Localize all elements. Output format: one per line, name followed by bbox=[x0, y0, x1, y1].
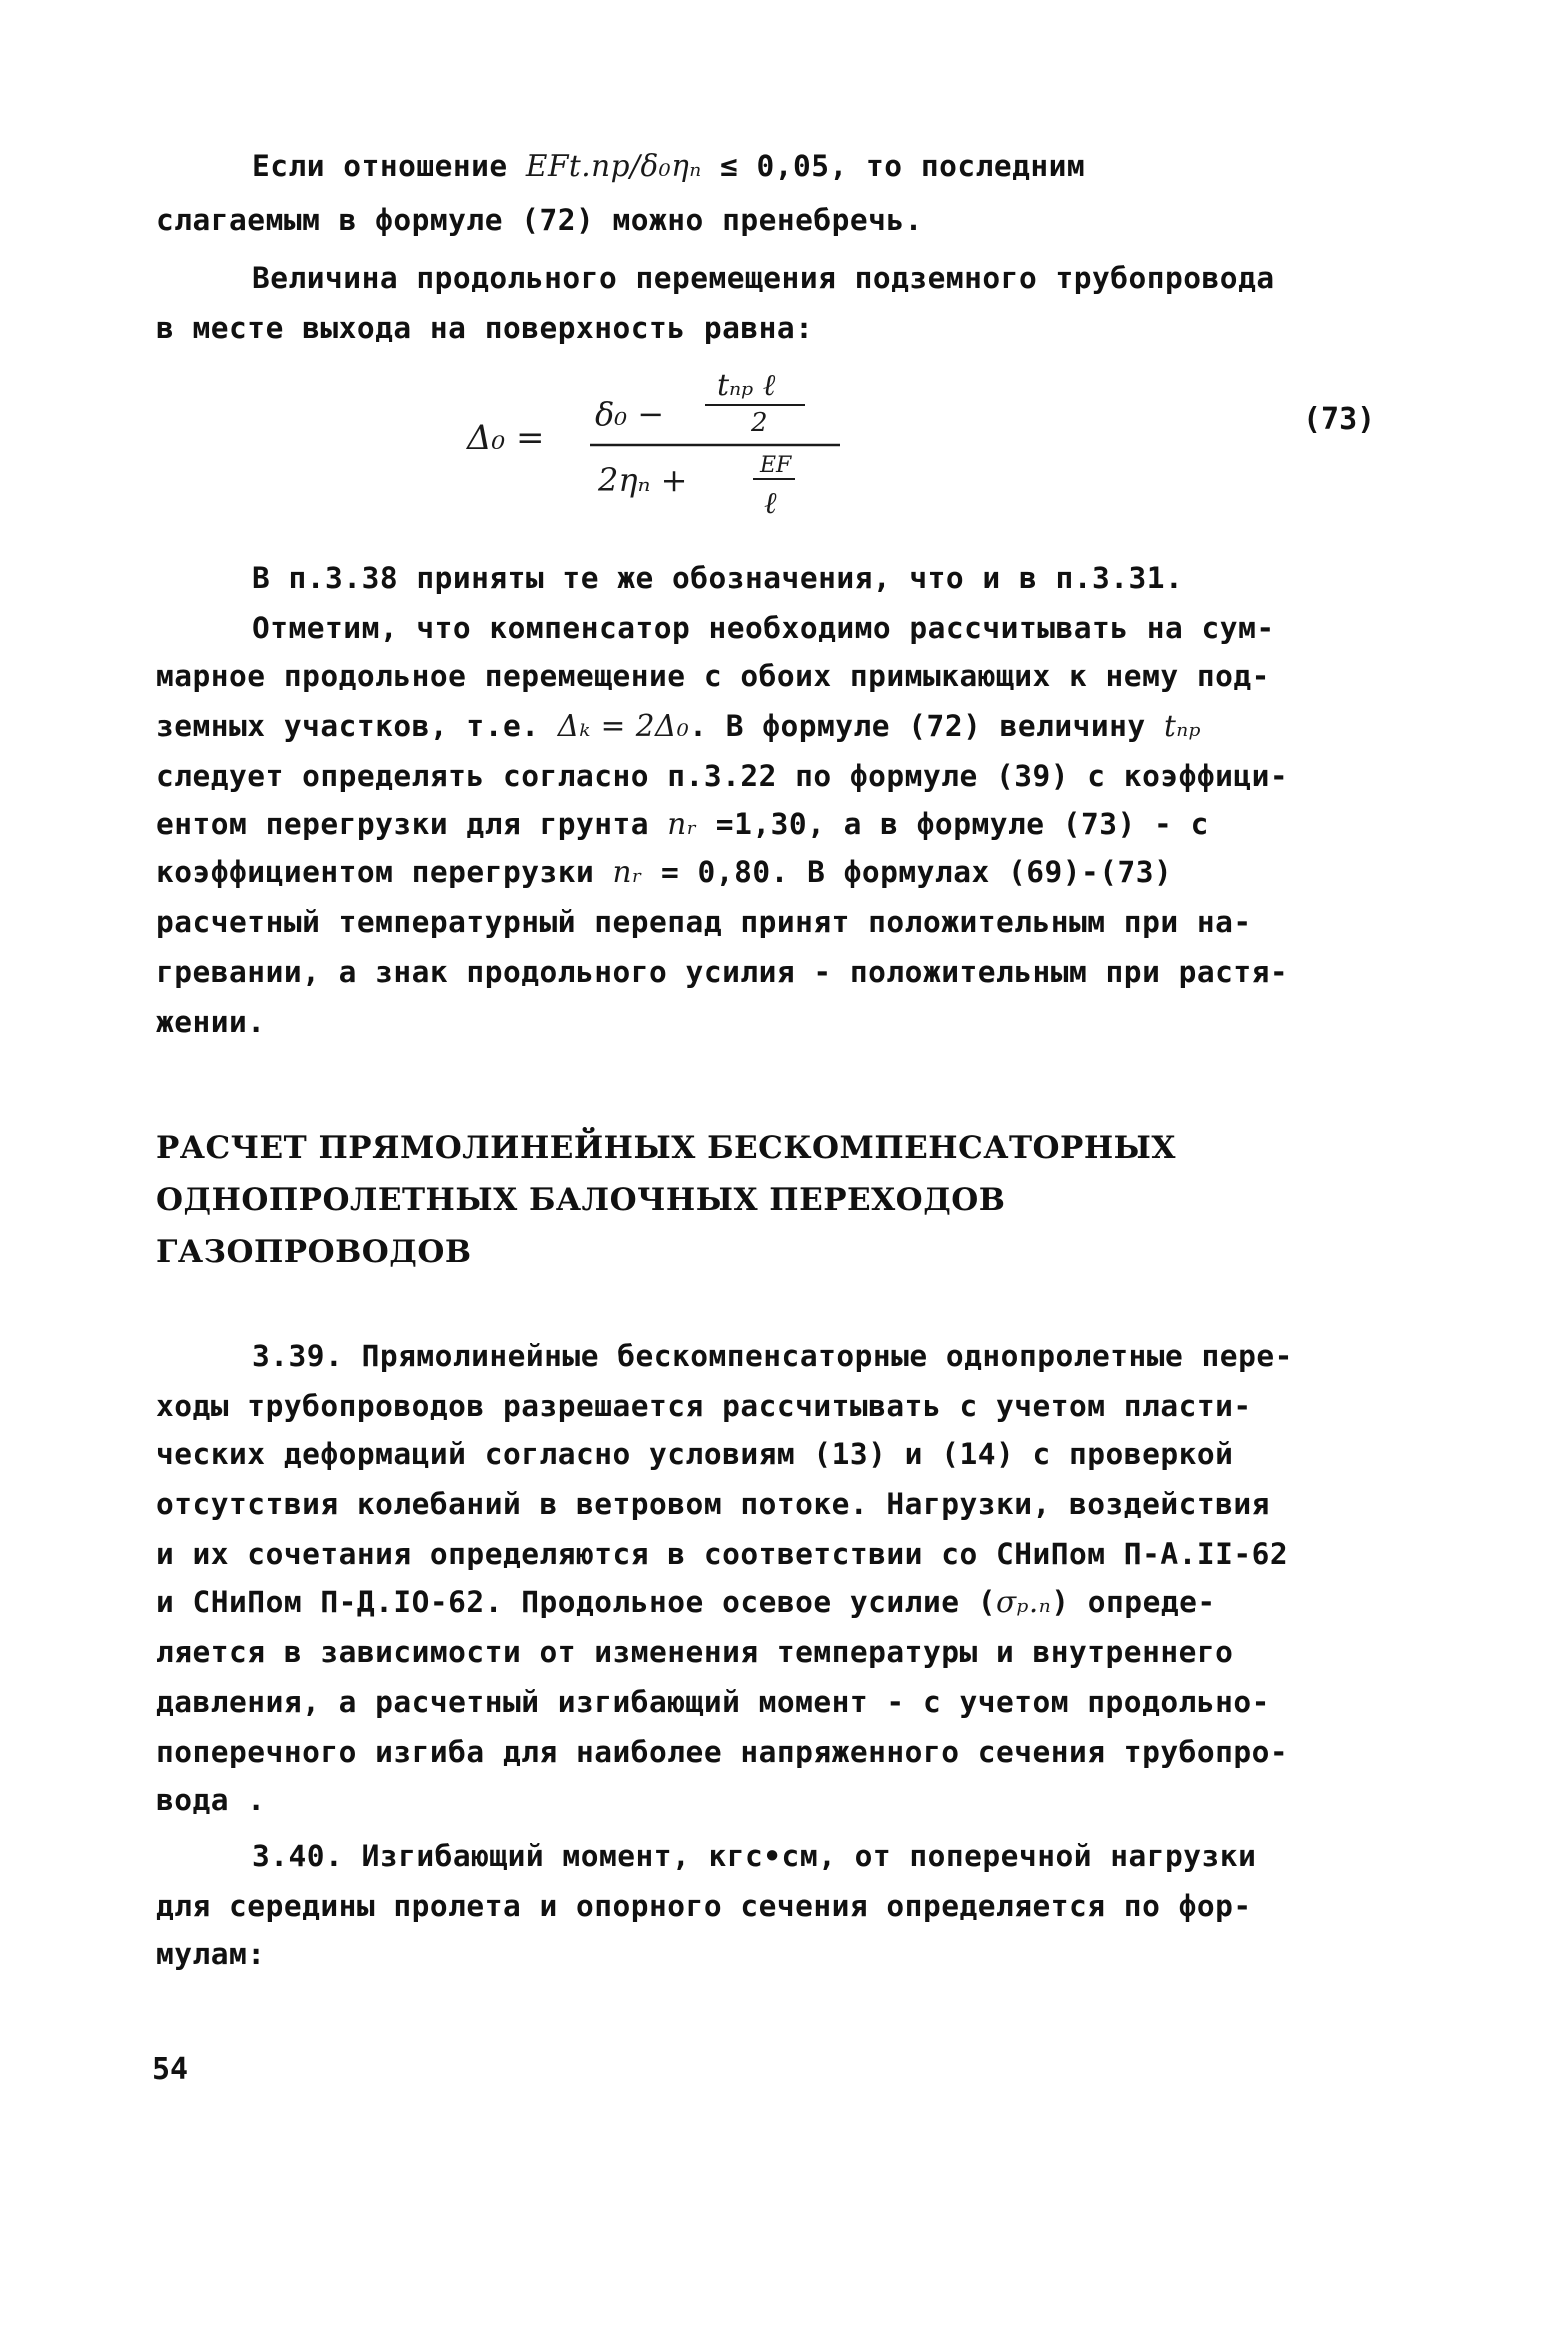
text-line: в месте выхода на поверхность равна: bbox=[156, 311, 814, 345]
handwritten-formula: nᵣ bbox=[667, 807, 698, 841]
text-line: 3.40. Изгибающий момент, кгс•см, от поперечной нагрузки bbox=[252, 1839, 1257, 1873]
text-line: расчетный температурный перепад принят положительным при на- bbox=[156, 905, 1252, 939]
text-line bbox=[156, 804, 1209, 844]
handwritten-formula: EFt.пр/δ₀ηₙ bbox=[525, 149, 702, 183]
formula-denominator-top: EF bbox=[760, 453, 792, 478]
text-line: вода . bbox=[156, 1783, 266, 1817]
text-line: жении. bbox=[156, 1005, 266, 1039]
page-number: 54 bbox=[152, 2052, 189, 2087]
text-line: отсутствия колебаний в ветровом потоке. Нагрузки, воздействия bbox=[156, 1487, 1270, 1521]
section-heading-line: ОДНОПРОЛЕТНЫХ БАЛОЧНЫХ ПЕРЕХОДОВ bbox=[156, 1182, 1006, 1218]
text-line: следует определять согласно п.3.22 по формуле (39) с коэффици- bbox=[156, 759, 1289, 793]
formula-numerator-bottom: 2 bbox=[751, 408, 768, 438]
text-line: для середины пролета и опорного сечения определяется по фор- bbox=[156, 1889, 1252, 1923]
text-span: и СНиПом П-Д.IO-62. Продольное осевое усилие ( bbox=[156, 1585, 996, 1619]
text-span: ентом перегрузки для грунта bbox=[156, 807, 668, 841]
text-line: марное продольное перемещение с обоих примыкающих к нему под- bbox=[156, 659, 1270, 693]
text-line: ходы трубопроводов разрешается рассчитывать с учетом пласти- bbox=[156, 1389, 1252, 1423]
text-line: и их сочетания определяются в соответствии со СНиПом П-А.II-62 bbox=[156, 1537, 1289, 1571]
handwritten-formula: tₙₚ bbox=[1163, 709, 1202, 743]
text-span: = 0,80. В формулах (69)-(73) bbox=[642, 855, 1173, 889]
text-line: ческих деформаций согласно условиям (13) и (14) с проверкой bbox=[156, 1437, 1234, 1471]
formula-73-drawing bbox=[455, 365, 875, 525]
formula-lhs: Δ₀ = bbox=[467, 418, 545, 458]
section-heading-line: ГАЗОПРОВОДОВ bbox=[156, 1234, 472, 1270]
formula-numerator-top: tₙₚ ℓ bbox=[717, 368, 776, 403]
text-line: ляется в зависимости от изменения температуры и внутреннего bbox=[156, 1635, 1234, 1669]
text-line: 3.39. Прямолинейные бескомпенсаторные однопролетные пере- bbox=[252, 1339, 1293, 1373]
formula-73 bbox=[455, 365, 875, 525]
text-span: земных участков, т.е. bbox=[156, 709, 558, 743]
text-line: слагаемым в формуле (72) можно пренебречь. bbox=[156, 203, 923, 237]
text-line: Отметим, что компенсатор необходимо рассчитывать на сум- bbox=[252, 611, 1275, 645]
text-span: коэффициентом перегрузки bbox=[156, 855, 613, 889]
text-line: поперечного изгиба для наиболее напряженного сечения трубопро- bbox=[156, 1735, 1289, 1769]
text-span: Если отношение bbox=[252, 149, 526, 183]
text-line bbox=[156, 706, 1201, 746]
text-span: =1,30, а в формуле (73) - с bbox=[697, 807, 1209, 841]
equation-number: (73) bbox=[1303, 402, 1376, 437]
handwritten-formula: Δₖ = 2Δ₀ bbox=[557, 709, 690, 743]
text-line bbox=[156, 1582, 1216, 1622]
text-line bbox=[252, 146, 1085, 186]
formula-denominator-a: 2ηₙ + bbox=[598, 461, 688, 499]
section-heading-line: РАСЧЕТ ПРЯМОЛИНЕЙНЫХ БЕСКОМПЕНСАТОРНЫХ bbox=[156, 1130, 1176, 1166]
text-line: В п.3.38 приняты те же обозначения, что и в п.3.31. bbox=[252, 561, 1184, 595]
text-span: . В формуле (72) величину bbox=[689, 709, 1164, 743]
text-span: ≤ 0,05, то последним bbox=[701, 149, 1086, 183]
text-line bbox=[156, 852, 1172, 892]
formula-numerator-delta: δ₀ − bbox=[595, 395, 665, 433]
text-line: давления, а расчетный изгибающий момент - с учетом продольно- bbox=[156, 1685, 1270, 1719]
handwritten-formula: nᵣ bbox=[612, 855, 643, 889]
text-line: мулам: bbox=[156, 1937, 266, 1971]
handwritten-formula: σₚ.ₙ bbox=[995, 1585, 1052, 1619]
text-span: ) опреде- bbox=[1051, 1585, 1216, 1619]
text-line: Величина продольного перемещения подземного трубопровода bbox=[252, 261, 1275, 295]
text-line: гревании, а знак продольного усилия - положительным при растя- bbox=[156, 955, 1289, 989]
formula-denominator-bottom: ℓ bbox=[764, 486, 777, 521]
